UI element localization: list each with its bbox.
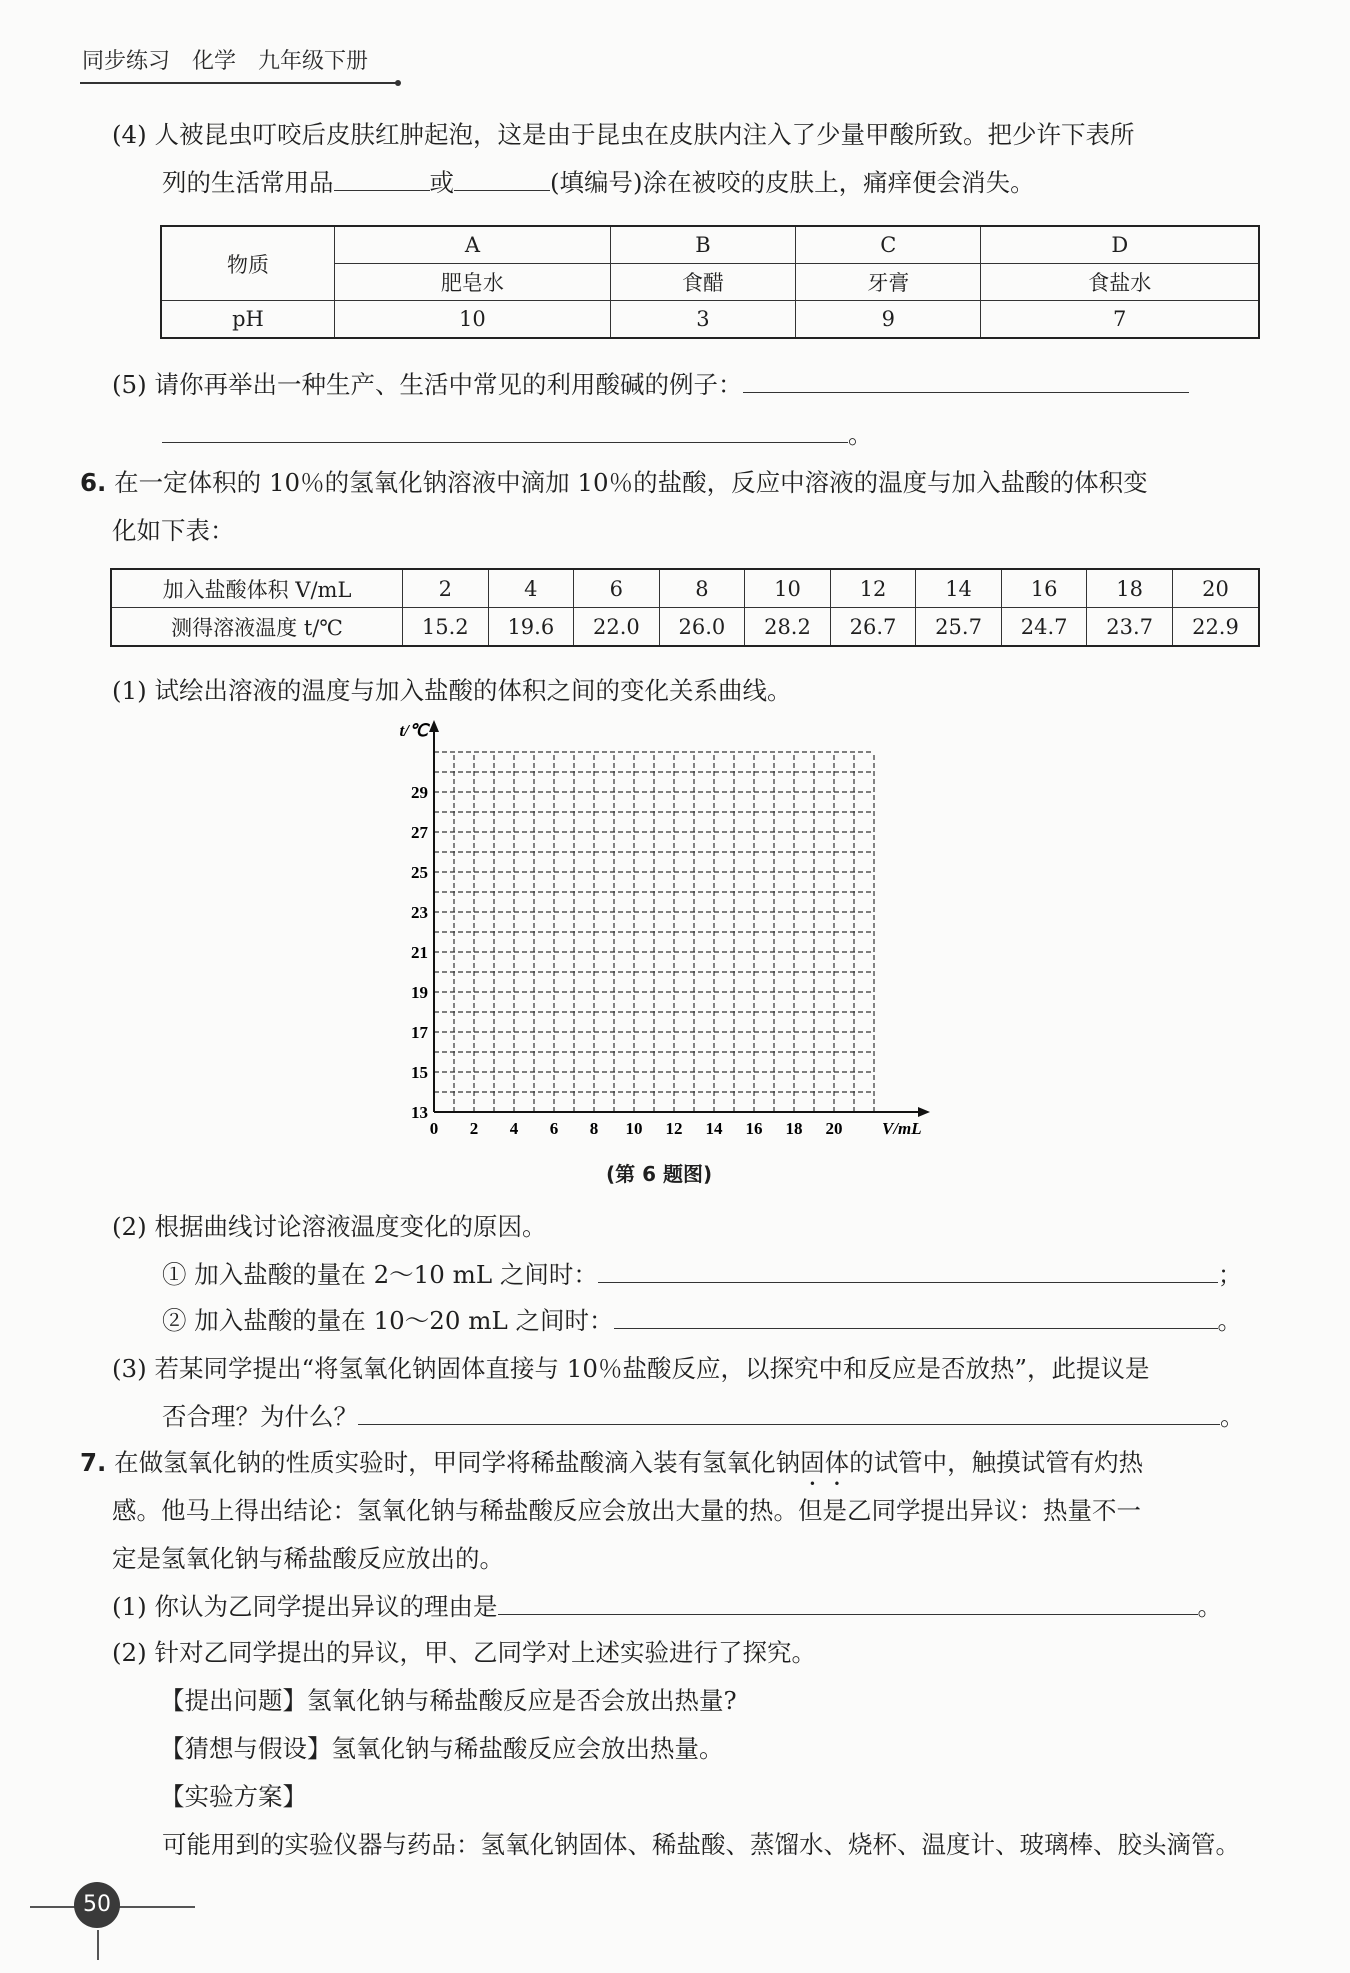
q7-line1	[80, 1446, 1143, 1491]
q5-5-line1	[112, 368, 1189, 402]
x-tick-label: 6	[549, 1119, 559, 1138]
temperature-cell: 19.6	[488, 608, 574, 647]
ph-table-ph-value: 7	[981, 301, 1259, 339]
volume-cell: 18	[1087, 569, 1173, 608]
temperature-cell: 26.0	[659, 608, 745, 647]
volume-cell: 12	[830, 569, 916, 608]
ph-table-letter: C	[796, 226, 981, 264]
temperature-graph	[390, 720, 950, 1160]
ph-table	[160, 225, 1260, 339]
volume-cell: 14	[916, 569, 1002, 608]
y-tick-label: 29	[411, 783, 428, 802]
x-tick-label: 4	[509, 1119, 519, 1138]
y-tick-label: 17	[411, 1023, 428, 1042]
answer-blank-7[interactable]	[358, 1400, 1220, 1425]
ph-table-item: 肥皂水	[335, 264, 611, 301]
y-tick-label: 27	[411, 823, 428, 842]
y-tick-label: 13	[411, 1103, 428, 1122]
q7-sub1	[112, 1590, 1222, 1624]
x-tick-label: 16	[745, 1119, 763, 1138]
q7-line2: 感。他马上得出结论：氢氧化钠与稀盐酸反应会放出大量的热。但是乙同学提出异议：热量不一	[112, 1496, 1141, 1525]
q6-sub3-line2	[162, 1400, 1245, 1434]
ph-table-item: 食盐水	[981, 264, 1259, 301]
q5-4-text-a: 列的生活常用品	[162, 168, 334, 197]
q6-sub2-a-end: ；	[1217, 1260, 1243, 1289]
ph-table-ph-label: pH	[161, 301, 335, 339]
answer-blank-8[interactable]	[498, 1590, 1198, 1615]
q6-sub3-end: 。	[1220, 1402, 1245, 1431]
x-tick-label: 10	[625, 1119, 643, 1138]
temperature-cell: 24.7	[1001, 608, 1087, 647]
q7-line3: 定是氢氧化钠与稀盐酸反应放出的。	[112, 1544, 504, 1573]
q6-sub3-text: 否合理？为什么？	[162, 1402, 358, 1431]
q6-line1	[80, 466, 1148, 500]
ph-table-letter: D	[981, 226, 1259, 264]
y-axis-arrow	[429, 720, 439, 732]
q7-text-1a: 在做氢氧化钠的性质实验时，甲同学将稀盐酸滴入装有氢氧化钠	[114, 1448, 801, 1477]
footer-tick	[97, 1930, 99, 1960]
y-tick-label: 23	[411, 903, 428, 922]
page-number: 50	[74, 1882, 120, 1928]
ph-table-item: 牙膏	[796, 264, 981, 301]
q6-number: 6.	[80, 468, 107, 497]
header-title: 同步练习 化学 九年级下册	[82, 49, 369, 74]
q6-sub2-b-end: 。	[1217, 1306, 1243, 1335]
temperature-cell: 28.2	[745, 608, 831, 647]
y-tick-label: 15	[411, 1063, 428, 1082]
q6-sub2: (2) 根据曲线讨论溶液温度变化的原因。	[112, 1212, 547, 1241]
volume-cell: 16	[1001, 569, 1087, 608]
x-tick-label: 0	[429, 1119, 439, 1138]
ph-table-letter: A	[335, 226, 611, 264]
ph-table-ph-value: 3	[610, 301, 795, 339]
q6-line2: 化如下表：	[112, 516, 235, 545]
x-tick-label: 20	[825, 1119, 843, 1138]
temperature-table-row1-label: 加入盐酸体积 V/mL	[111, 569, 403, 608]
q6-sub2-a	[162, 1258, 1242, 1292]
answer-blank-5[interactable]	[598, 1258, 1218, 1283]
q7-text-1b: 的试管中，触摸试管有灼热	[849, 1448, 1144, 1477]
header-rule	[80, 82, 398, 84]
temperature-cell: 23.7	[1087, 608, 1173, 647]
ph-table-ph-value: 10	[335, 301, 611, 339]
volume-cell: 6	[574, 569, 660, 608]
q7-hypothesis: 【猜想与假设】氢氧化钠与稀盐酸反应会放出热量。	[160, 1734, 724, 1763]
figure-caption: (第 6 题图)	[606, 1162, 713, 1186]
q6-sub2-a-text: ① 加入盐酸的量在 2～10 mL 之间时：	[162, 1260, 598, 1289]
q6-sub2-b-text: ② 加入盐酸的量在 10～20 mL 之间时：	[162, 1306, 614, 1335]
y-tick-label: 21	[411, 943, 428, 962]
volume-cell: 10	[745, 569, 831, 608]
temperature-table	[110, 568, 1260, 647]
temperature-cell: 22.9	[1172, 608, 1259, 647]
answer-blank-2[interactable]	[454, 166, 550, 191]
x-tick-label: 2	[469, 1119, 479, 1138]
answer-blank-6[interactable]	[614, 1304, 1218, 1329]
q5-5-line2	[162, 418, 873, 452]
q5-4-line1: (4) 人被昆虫叮咬后皮肤红肿起泡，这是由于昆虫在皮肤内注入了少量甲酸所致。把少许下表所	[112, 120, 1135, 149]
q7-sub2: (2) 针对乙同学提出的异议，甲、乙同学对上述实验进行了探究。	[112, 1638, 816, 1667]
y-tick-label: 19	[411, 983, 428, 1002]
x-tick-label: 12	[665, 1119, 683, 1138]
ph-table-ph-value: 9	[796, 301, 981, 339]
q6-sub1: (1) 试绘出溶液的温度与加入盐酸的体积之间的变化关系曲线。	[112, 676, 792, 705]
ph-table-row-header: 物质	[161, 226, 335, 301]
x-axis-arrow	[918, 1107, 930, 1117]
x-axis-label: V/mL	[882, 1119, 922, 1138]
q5-5-text: (5) 请你再举出一种生产、生活中常见的利用酸碱的例子：	[112, 370, 743, 399]
answer-blank-4[interactable]	[162, 418, 848, 443]
q5-4-text-b: (填编号)涂在被咬的皮肤上，痛痒便会消失。	[550, 168, 1035, 197]
answer-blank-3[interactable]	[743, 368, 1189, 393]
y-tick-label: 25	[411, 863, 428, 882]
q6-sub2-b	[162, 1304, 1242, 1338]
ph-table-letter: B	[610, 226, 795, 264]
temperature-cell: 22.0	[574, 608, 660, 647]
volume-cell: 8	[659, 569, 745, 608]
x-tick-label: 8	[589, 1119, 599, 1138]
q7-plan: 【实验方案】	[160, 1782, 307, 1811]
q6-sub3-line1: (3) 若某同学提出“将氢氧化钠固体直接与 10％盐酸反应，以探究中和反应是否放热”，此提议是	[112, 1354, 1150, 1383]
temperature-cell: 15.2	[403, 608, 489, 647]
x-tick-label: 14	[705, 1119, 723, 1138]
q5-4-or: 或	[429, 168, 454, 197]
q7-materials: 可能用到的实验仪器与药品：氢氧化钠固体、稀盐酸、蒸馏水、烧杯、温度计、玻璃棒、胶头滴管。	[162, 1830, 1240, 1859]
q7-sub1-end: 。	[1197, 1592, 1222, 1621]
temperature-cell: 26.7	[830, 608, 916, 647]
volume-cell: 20	[1172, 569, 1259, 608]
ph-table-item: 食醋	[610, 264, 795, 301]
q6-text-1: 在一定体积的 10％的氢氧化钠溶液中滴加 10％的盐酸，反应中溶液的温度与加入盐酸的体积变	[114, 468, 1148, 497]
q7-sub1-text: (1) 你认为乙同学提出异议的理由是	[112, 1592, 498, 1621]
temperature-cell: 25.7	[916, 608, 1002, 647]
q5-5-end: 。	[848, 420, 873, 449]
y-axis-label: t/℃	[399, 721, 428, 740]
answer-blank-1[interactable]	[334, 166, 430, 191]
q7-number: 7.	[80, 1448, 107, 1477]
q5-4-line2	[162, 166, 1035, 200]
volume-cell: 2	[403, 569, 489, 608]
temperature-table-row2-label: 测得溶液温度 t/℃	[111, 608, 403, 647]
q7-problem: 【提出问题】氢氧化钠与稀盐酸反应是否会放出热量?	[160, 1686, 737, 1715]
q7-emphasis-text: 固体	[800, 1448, 850, 1477]
x-tick-label: 18	[785, 1119, 803, 1138]
volume-cell: 4	[488, 569, 574, 608]
